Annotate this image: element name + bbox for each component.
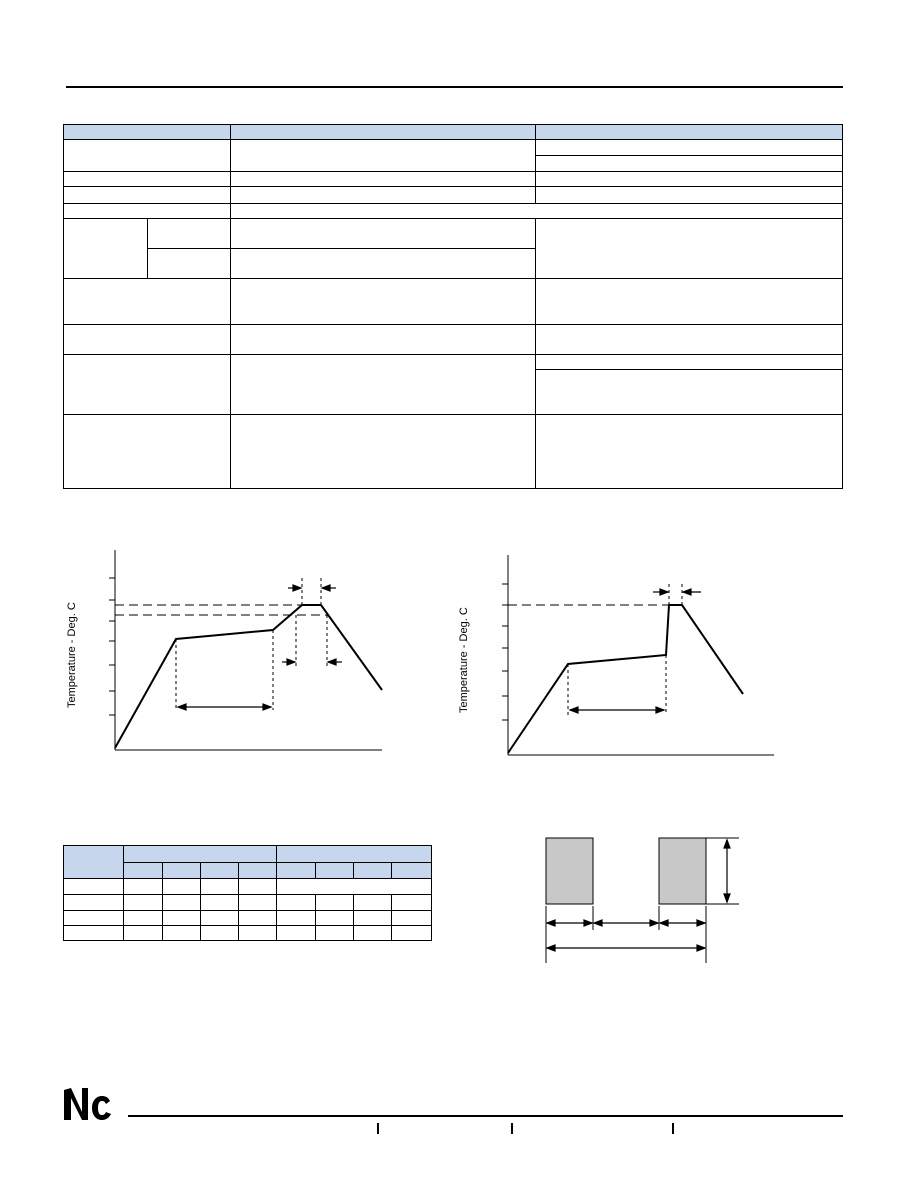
table-cell: [64, 911, 124, 926]
table-cell: [536, 187, 843, 203]
table-cell: [64, 926, 124, 941]
table-cell: [163, 926, 201, 941]
table-cell: [239, 926, 277, 941]
table-cell: [316, 926, 354, 941]
table-cell: [64, 895, 124, 911]
table-cell: [148, 218, 231, 248]
footer-rule: [128, 1115, 843, 1117]
table-cell: [239, 911, 277, 926]
header-cell: [536, 125, 843, 140]
table-cell: [64, 187, 231, 203]
footer-divider: [377, 1123, 379, 1134]
table-cell: [201, 911, 239, 926]
table-row: [64, 187, 843, 203]
table-cell: [124, 879, 163, 895]
arrowhead: [178, 704, 186, 710]
table-cell: [231, 248, 536, 278]
table-cell: [64, 203, 231, 218]
arrowhead: [594, 920, 602, 926]
left-reflow-profile-chart: [100, 545, 400, 760]
table-cell: [163, 911, 201, 926]
table-header-row: [64, 125, 843, 140]
arrowhead: [683, 589, 691, 595]
table-cell: [536, 369, 843, 414]
table-cell: [392, 926, 432, 941]
table-header-row: [64, 846, 432, 863]
arrowhead: [650, 920, 658, 926]
table-cell: [148, 248, 231, 278]
table-cell: [536, 156, 843, 172]
arrowhead: [293, 585, 301, 591]
header-cell: [64, 846, 124, 879]
arrowhead: [328, 659, 336, 665]
header-cell: [231, 125, 536, 140]
table-cell: [124, 911, 163, 926]
table-cell: [536, 140, 843, 156]
table-cell: [277, 926, 316, 941]
right-pad: [659, 838, 706, 904]
table-cell: [124, 926, 163, 941]
table-row: [64, 172, 843, 187]
table-row: [64, 324, 843, 354]
table-cell: [163, 895, 201, 911]
temperature-profile-line: [115, 605, 382, 748]
table-cell: [124, 895, 163, 911]
header-rule: [66, 86, 843, 88]
temperature-profile-line: [508, 605, 743, 753]
table-cell: [231, 172, 536, 187]
header-cell: [277, 846, 432, 863]
table-row: [64, 415, 843, 489]
right-reflow-profile-chart: [493, 550, 783, 765]
table-cell: [231, 324, 536, 354]
table-cell: [231, 354, 536, 414]
arrowhead: [287, 659, 295, 665]
header-cell: [239, 863, 277, 879]
table-row: [64, 218, 843, 248]
table-cell: [536, 415, 843, 489]
arrowhead: [263, 704, 271, 710]
table-cell: [536, 218, 843, 278]
arrowhead: [570, 707, 578, 713]
arrowhead: [660, 920, 668, 926]
table-row: [64, 895, 432, 911]
table-cell: [231, 203, 843, 218]
arrowhead: [322, 585, 330, 591]
table-cell: [64, 279, 231, 324]
table-cell: [64, 324, 231, 354]
arrowhead: [697, 920, 705, 926]
arrowhead: [724, 840, 730, 848]
header-cell: [316, 863, 354, 879]
table-cell: [239, 895, 277, 911]
table-cell: [277, 911, 316, 926]
footer-divider: [672, 1123, 674, 1134]
pad-layout-diagram: [535, 830, 750, 970]
header-cell: [124, 846, 277, 863]
arrowhead: [697, 945, 705, 951]
table-cell: [201, 895, 239, 911]
table-cell: [163, 879, 201, 895]
header-cell: [163, 863, 201, 879]
table-cell: [231, 140, 536, 172]
table-cell: [536, 354, 843, 369]
header-cell: [64, 125, 231, 140]
table-cell: [316, 911, 354, 926]
table-cell: [354, 926, 392, 941]
table-cell: [64, 879, 124, 895]
arrowhead: [656, 707, 664, 713]
table-cell: [536, 172, 843, 187]
table-cell: [277, 895, 316, 911]
left-pad: [546, 838, 593, 904]
table-cell: [201, 879, 239, 895]
table-cell: [277, 879, 432, 895]
header-cell: [124, 863, 163, 879]
arrowhead: [584, 920, 592, 926]
header-cell: [277, 863, 316, 879]
table-cell: [64, 415, 231, 489]
header-cell: [201, 863, 239, 879]
table-cell: [201, 926, 239, 941]
table-cell: [239, 879, 277, 895]
table-cell: [354, 895, 392, 911]
arrowhead: [547, 945, 555, 951]
right-chart-y-axis-label: Temperature - Deg. C: [458, 607, 470, 713]
table-cell: [64, 354, 231, 414]
arrowhead: [547, 920, 555, 926]
table-cell: [231, 218, 536, 248]
dimensions-table: [63, 845, 432, 941]
company-logo: [62, 1086, 118, 1122]
table-cell: [231, 415, 536, 489]
table-row: [64, 203, 843, 218]
header-cell: [354, 863, 392, 879]
table-cell: [536, 324, 843, 354]
table-cell: [231, 187, 536, 203]
table-cell: [392, 895, 432, 911]
table-row: [64, 926, 432, 941]
table-cell: [64, 218, 148, 278]
table-cell: [354, 911, 392, 926]
table-row: [64, 140, 843, 156]
footer-divider: [511, 1123, 513, 1134]
table-cell: [316, 895, 354, 911]
table-cell: [536, 279, 843, 324]
header-cell: [392, 863, 432, 879]
table-row: [64, 911, 432, 926]
arrowhead: [660, 589, 668, 595]
table-row: [64, 879, 432, 895]
table-cell: [64, 140, 231, 172]
table-row: [64, 279, 843, 324]
left-chart-y-axis-label: Temperature - Deg. C: [66, 602, 78, 708]
table-cell: [231, 279, 536, 324]
arrowhead: [724, 894, 730, 902]
specification-table: [63, 124, 843, 489]
table-row: [64, 354, 843, 369]
table-cell: [392, 911, 432, 926]
table-cell: [64, 172, 231, 187]
